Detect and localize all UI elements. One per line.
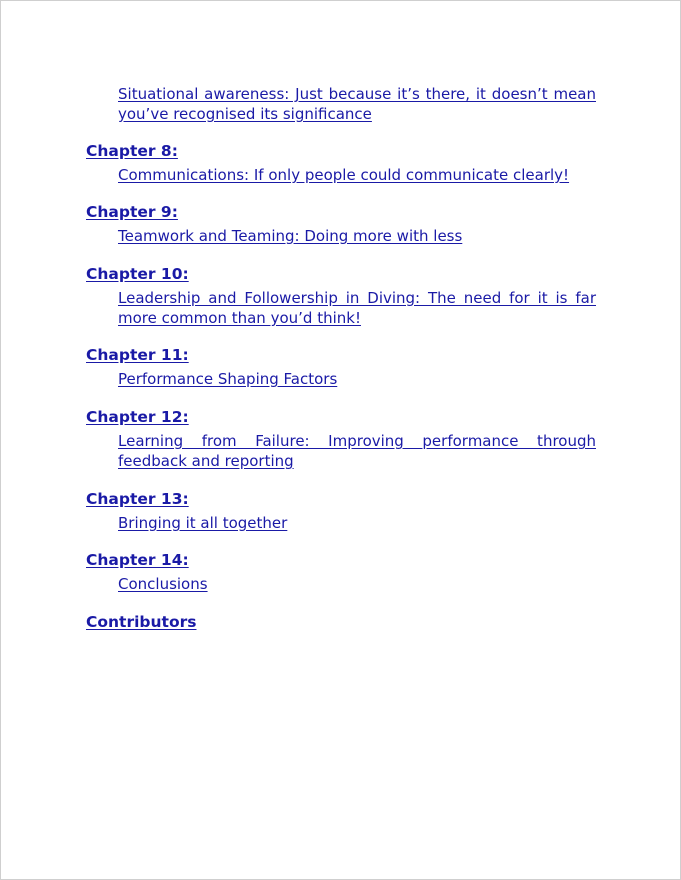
toc-chapter-10-label[interactable]: Chapter 10: <box>86 265 189 283</box>
toc-chapter-13-label[interactable]: Chapter 13: <box>86 490 189 508</box>
toc-entry-chapter-12 <box>86 407 596 471</box>
toc-chapter-8-title[interactable]: Communications: If only people could communicate clearly! <box>118 166 570 184</box>
toc-chapter-10-title[interactable]: Leadership and Followership in Diving: The need for it is far more common than you’d think! <box>118 289 596 327</box>
toc-chapter-11-title[interactable]: Performance Shaping Factors <box>118 370 338 388</box>
toc-entry-chapter-14 <box>86 550 596 594</box>
toc-chapter-12-label[interactable]: Chapter 12: <box>86 408 189 426</box>
toc-entry-continued <box>86 84 596 124</box>
toc-link-situational-awareness[interactable]: Situational awareness: Just because it’s there, it doesn’t mean you’ve recognised its significance <box>118 85 596 123</box>
toc-chapter-9-label[interactable]: Chapter 9: <box>86 203 178 221</box>
toc-chapter-14-label[interactable]: Chapter 14: <box>86 551 189 569</box>
toc-chapter-9-title[interactable]: Teamwork and Teaming: Doing more with less <box>118 227 463 245</box>
toc-chapter-13-title[interactable]: Bringing it all together <box>118 514 288 532</box>
toc-chapter-14-title[interactable]: Conclusions <box>118 575 208 593</box>
toc-entry-chapter-13 <box>86 489 596 533</box>
toc-entry-contributors <box>86 612 596 632</box>
toc-chapter-11-label[interactable]: Chapter 11: <box>86 346 189 364</box>
toc-chapter-12-title[interactable]: Learning from Failure: Improving performance through feedback and reporting <box>118 432 596 470</box>
toc-entry-chapter-10 <box>86 264 596 328</box>
toc-contributors-link[interactable]: Contributors <box>86 613 197 631</box>
toc-entry-chapter-9 <box>86 202 596 246</box>
toc-entry-chapter-8 <box>86 141 596 185</box>
toc-entry-chapter-11 <box>86 345 596 389</box>
toc-chapter-8-label[interactable]: Chapter 8: <box>86 142 178 160</box>
